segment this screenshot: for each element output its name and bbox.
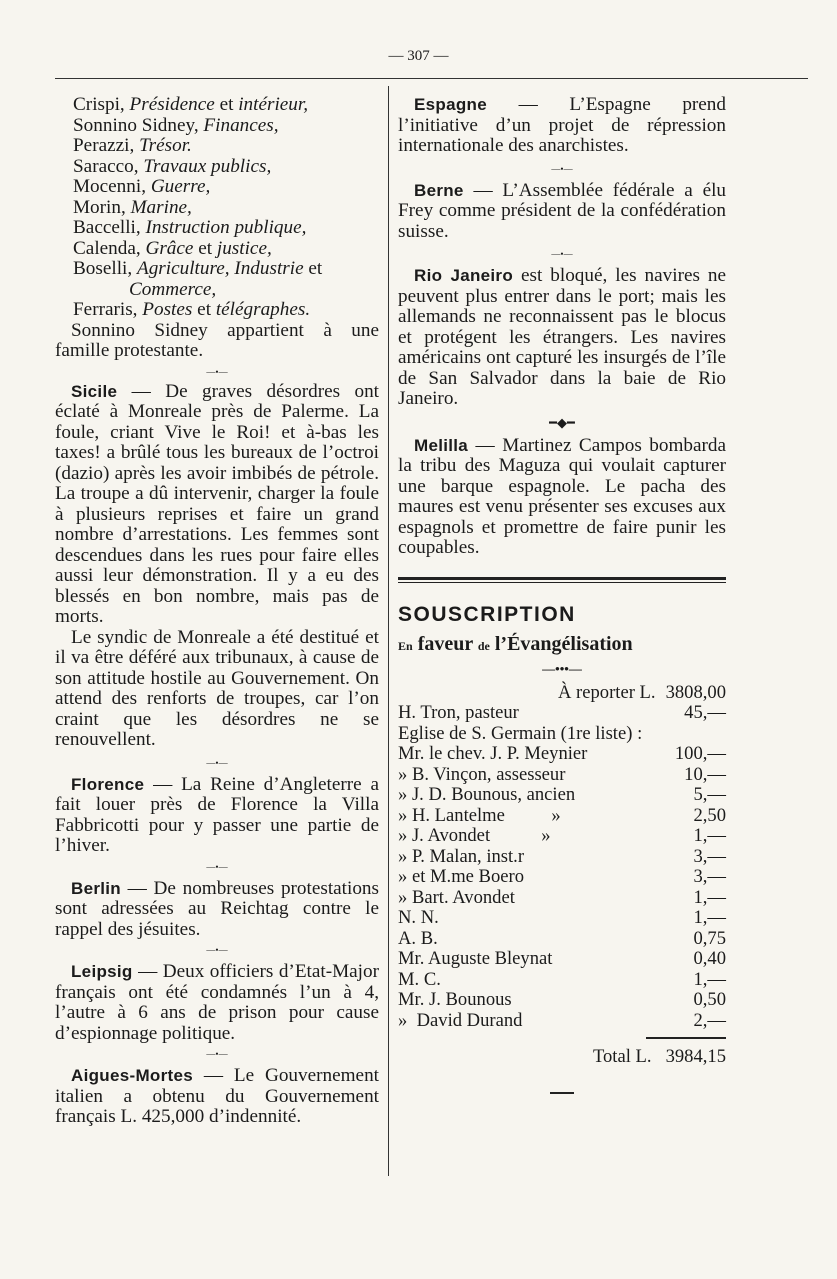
subscription-entry xyxy=(398,929,726,950)
report-value: 3808,00 xyxy=(665,681,726,703)
entry-label: Mr. J. Bounous xyxy=(398,989,512,1010)
minister-line xyxy=(55,300,379,321)
ministers-list xyxy=(55,95,379,321)
minister-role2: télégraphes. xyxy=(215,299,311,320)
total-value: 3984,15 xyxy=(665,1046,726,1067)
text-leipsig: — Deux officiers d’Etat-Major français ont été condamnés l’un à 4, l’autre à 6 ans de prison pour cause d’espionnage politique. xyxy=(55,961,379,1044)
article-aigues-mortes xyxy=(55,1066,379,1128)
minister-conj: et xyxy=(308,258,323,279)
entry-label: H. Tron, pasteur xyxy=(398,702,519,723)
section-double-rule xyxy=(398,577,726,583)
right-column xyxy=(398,95,726,1094)
entry-label: » et M.me Boero xyxy=(398,866,524,887)
entry-amount: 1,— xyxy=(693,968,726,990)
subscription-entry xyxy=(398,908,726,929)
minister-line xyxy=(55,157,379,178)
minister-name: Sonnino Sidney, xyxy=(73,114,199,136)
article-espagne xyxy=(398,95,726,157)
subscription-entry xyxy=(398,785,726,806)
total-row xyxy=(398,1047,726,1068)
minister-name: Morin, xyxy=(73,196,126,218)
minister-line xyxy=(55,280,379,301)
minister-name: Baccelli, xyxy=(73,217,141,238)
entry-label: Eglise de S. Germain (1re liste) : xyxy=(398,722,643,744)
minister-role: Commerce, xyxy=(129,278,217,300)
minister-line xyxy=(55,218,379,239)
entry-amount: 1,— xyxy=(693,886,726,908)
entry-amount: 3,— xyxy=(693,845,726,867)
entry-amount: 3,— xyxy=(693,866,726,887)
article-florence xyxy=(55,775,379,857)
article-berne xyxy=(398,181,726,243)
subtitle-de: de xyxy=(477,638,490,653)
article-leipsig xyxy=(55,962,379,1044)
heading-sicile: Sicile xyxy=(71,381,118,401)
minister-conj: et xyxy=(198,237,213,259)
minister-line xyxy=(55,177,379,198)
header-rule xyxy=(55,78,808,79)
subscription-entry xyxy=(398,826,726,847)
text-melilla: — Martinez Campos bombarda la tribu des Maguza qui voulait capturer une barque espagnole. Le pacha des maures est venu présenter ses excuses aux espagnols et promettre de faire punir les coupables. xyxy=(398,434,726,558)
entry-amount: 2,— xyxy=(693,1009,726,1031)
heading-leipsig: Leipsig xyxy=(71,962,133,981)
subscription-entry xyxy=(398,990,726,1011)
minister-line xyxy=(55,95,379,116)
entry-label: A. B. xyxy=(398,927,438,949)
subscription-entry xyxy=(398,949,726,970)
article-sicile-2: Le syndic de Monreale a été destitué et il va être déféré aux tribunaux, à cause de son attitude hostile au Gouvernement. On attend des renforts de troupes, car l’on craint que les désordres ne se renouvellent. xyxy=(55,626,379,750)
heading-melilla: Melilla xyxy=(414,435,469,455)
subscription-entry xyxy=(398,765,726,786)
entry-amount: 100,— xyxy=(674,743,726,764)
total-label: Total L. xyxy=(592,1046,652,1067)
minister-role2: intérieur, xyxy=(238,94,309,115)
separator-ornament: —•— xyxy=(206,757,228,768)
subtitle-evangelisation: l’Évangélisation xyxy=(494,632,633,655)
heading-espagne: Espagne xyxy=(414,95,487,114)
minister-line xyxy=(55,259,379,280)
entry-amount xyxy=(666,724,726,745)
text-rio-janeiro: est bloqué, les navires ne peuvent plus entrer dans le port; mais les allemands ne reconnaissent pas le blocus et protégent les étrangers. Les navires américains ont capturé les insurgés de l’île de San Salvador dans la baie de Rio Janeiro. xyxy=(398,265,727,409)
heading-berlin: Berlin xyxy=(71,878,121,898)
text-espagne: — L’Espagne prend l’initiative d’un projet de répression internationale des anarchistes. xyxy=(398,94,726,156)
minister-role: Agriculture, Industrie xyxy=(136,258,304,279)
heading-berne: Berne xyxy=(414,180,464,200)
separator-ornament: —•— xyxy=(206,1049,228,1059)
entry-label: Mr. Auguste Bleynat xyxy=(398,948,553,969)
subscription-entry xyxy=(398,724,726,745)
entry-label: N. N. xyxy=(398,907,439,928)
minister-role: Travaux publics, xyxy=(143,155,272,177)
minister-conj: et xyxy=(219,94,234,115)
entry-amount: 1,— xyxy=(693,825,726,846)
minister-name: Boselli, xyxy=(73,258,133,279)
minister-role: Grâce xyxy=(145,237,194,259)
separator-ornament: —•— xyxy=(206,945,228,955)
text-florence: — La Reine d’Angleterre a fait louer près de Florence la Villa Fabbricotti pour y passer une partie de l’hiver. xyxy=(55,773,380,856)
protestant-note: Sonnino Sidney appartient à une famille protestante. xyxy=(55,319,379,361)
subtitle-en: En xyxy=(398,638,413,653)
entry-amount: 0,50 xyxy=(693,989,726,1010)
minister-role: Guerre, xyxy=(150,176,211,197)
minister-role: Postes xyxy=(142,299,193,320)
minister-name: Saracco, xyxy=(73,155,139,177)
text-berlin: — De nombreuses protestations sont adressées au Reichtag contre le rappel des jésuites. xyxy=(55,877,379,940)
subscription-entry xyxy=(398,1011,726,1032)
heading-aigues-mortes: Aigues-Mortes xyxy=(71,1066,193,1085)
minister-role: Finances, xyxy=(203,114,279,136)
subscription-entry xyxy=(398,703,726,724)
text-berne: — L’Assemblée fédérale a élu Frey comme président de la confédération suisse. xyxy=(398,179,727,242)
separator-ornament: —•— xyxy=(206,366,228,377)
text-sicile: — De graves désordres ont éclaté à Monreale près de Palerme. La foule, criant Vive le Roi! et à-bas les taxes! a brûlé tous les bureaux de l’octroi (dazio) après les avoir imbibés de pétrole. La troupe a dû intervenir, charger la foule à plusieurs reprises et faire un grand nombre d’arrestations. Les femmes sont descendues dans les rues pour faire elles aussi leur démonstration. Il y a eu des blessés en bon nombre, mais pas de morts. xyxy=(55,380,379,627)
separator-ornament: —•— xyxy=(551,163,573,174)
separator-ornament: —•— xyxy=(551,249,573,259)
subscription-entry xyxy=(398,970,726,991)
minister-line xyxy=(55,116,379,137)
souscription-subtitle xyxy=(398,629,726,661)
entry-label: » J. D. Bounous, ancien xyxy=(398,784,576,805)
minister-line xyxy=(55,198,379,219)
souscription-title: SOUSCRIPTION xyxy=(398,602,576,626)
entry-label: » Bart. Avondet xyxy=(398,886,515,908)
entry-label: » P. Malan, inst.r xyxy=(398,845,525,867)
article-rio-janeiro xyxy=(398,266,726,410)
minister-conj: et xyxy=(197,299,212,320)
entry-amount: 0,75 xyxy=(693,927,726,949)
entry-label: » J. Avondet » xyxy=(398,825,551,846)
minister-name: Perazzi, xyxy=(73,135,135,156)
report-label: À reporter L. xyxy=(557,681,656,703)
minister-name: Crispi, xyxy=(73,94,125,115)
entry-label: M. C. xyxy=(398,968,441,990)
total-rule xyxy=(646,1037,726,1039)
report-row xyxy=(398,683,726,704)
subscription-entry xyxy=(398,744,726,765)
minister-role: Instruction publique, xyxy=(145,217,307,238)
minister-name: Ferraris, xyxy=(73,299,138,320)
minister-role: Présidence xyxy=(129,94,215,115)
separator-ornament: —•— xyxy=(206,861,228,872)
minister-name: Calenda, xyxy=(73,237,141,259)
entry-label: » H. Lantelme » xyxy=(398,804,561,826)
heading-florence: Florence xyxy=(71,774,145,794)
heading-rio-janeiro: Rio Janeiro xyxy=(414,266,514,285)
entry-label: » David Durand xyxy=(398,1009,523,1031)
separator-ornament: —•••— xyxy=(542,660,582,676)
entry-amount: 45,— xyxy=(684,702,726,723)
article-melilla xyxy=(398,436,726,559)
minister-role: Trésor. xyxy=(139,135,192,156)
entry-label: Mr. le chev. J. P. Meynier xyxy=(398,743,588,764)
subtitle-faveur: faveur xyxy=(417,632,473,655)
entry-amount: 2,50 xyxy=(693,804,726,826)
end-mark xyxy=(550,1092,574,1094)
subscription-entry xyxy=(398,806,726,827)
text-aigues-mortes: — Le Gouvernement italien a obtenu du Gouvernement français L. 425,000 d’indennité. xyxy=(55,1065,379,1127)
minister-role2: justice, xyxy=(216,237,272,259)
entry-amount: 1,— xyxy=(693,907,726,928)
entry-amount: 0,40 xyxy=(693,948,726,969)
entry-amount: 5,— xyxy=(693,784,726,805)
page-number: — 307 — xyxy=(388,48,449,64)
subscription-entry xyxy=(398,847,726,868)
minister-line xyxy=(55,136,379,157)
article-sicile xyxy=(55,382,379,628)
separator-ornament: ━◆━ xyxy=(549,414,575,430)
subscription-entry xyxy=(398,888,726,909)
minister-role: Marine, xyxy=(130,196,192,218)
subscription-list xyxy=(398,703,726,1031)
article-berlin xyxy=(55,879,379,941)
left-column xyxy=(55,95,379,1128)
minister-name: Mocenni, xyxy=(73,176,147,197)
column-divider xyxy=(388,86,389,1176)
minister-line xyxy=(55,239,379,260)
entry-label: » B. Vinçon, assesseur xyxy=(398,763,566,785)
entry-amount: 10,— xyxy=(684,763,726,785)
subscription-entry xyxy=(398,867,726,888)
